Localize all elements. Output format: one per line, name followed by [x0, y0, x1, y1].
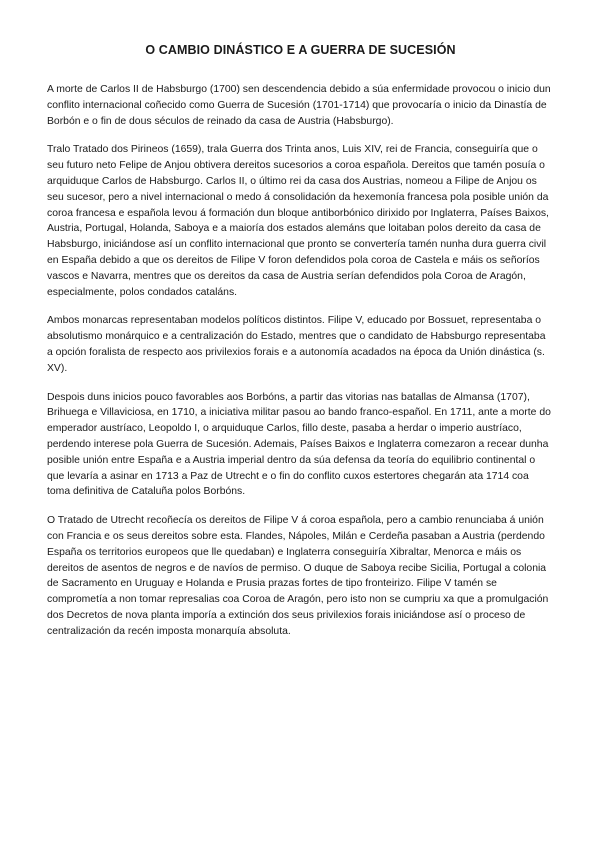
- paragraph-political-models: Ambos monarcas representaban modelos políticos distintos. Filipe V, educado por Bossuet, representaba o absolutismo monárquico e a centralización do Estado, mentres que o candidato de Habsburgo representaba a opción foralista de respecto aos privilexios forais e a autonomía acadados na época da Unión dinástica (s. XV).: [47, 315, 546, 374]
- paragraph-intro: A morte de Carlos II de Habsburgo (1700) sen descendencia debido a súa enfermidade provocou o inicio dun conflito internacional coñecido como Guerra de Sucesión (1701-1714) que provocaría o inicio da Dinastía de Borbón e o fin de dous séculos de reinado da casa de Austria (Habsburgo).: [47, 84, 551, 127]
- paragraph-war-course: Despois duns inicios pouco favorables aos Borbóns, a partir das vitorias nas batallas de Almansa (1707), Brihuega e Villaviciosa, en 1710, a iniciativa militar pasou ao bando franco-español. En 1711, ante a morte do emperador austríaco, Leopoldo I, o arquiduque Carlos, fillo deste, pasaba a herdar o imperio austríaco, perdendo interese pola Guerra de Sucesión. Ademais, Países Baixos e Inglaterra comezaron a recear dunha posible unión entre España e a Austria imperial dentro da súa defensa da teoría do equilibrio continental o que levaría a asinar en 1713 a Paz de Utrecht e o fin do conflito cuxos estertores chegarán ata 1714 coa toma definitiva de Cataluña polos Borbóns.: [47, 391, 551, 498]
- paragraph-utrecht-treaty: O Tratado de Utrecht recoñecía os dereitos de Filipe V á coroa española, pero a cambio renunciaba á unión con Francia e os seus dereitos sobre esta. Flandes, Nápoles, Milán e Cerdeña pasaban a Austria (perdendo España os territorios europeos que lle quedaban) e Inglaterra conseguiría Xibraltar, Menorca e máis os dereitos de asentos de negros e de navíos de permiso. O duque de Saboya recibe Sicilia, Portugal a colonia de Sacramento en Uruguay e Holanda e Prusia prazas fortes de tipo fronteirizo. Filipe V tamén se comprometía a non tomar represalias coa Coroa de Aragón, pero isto non se cumpriu xa que a promulgación dos Decretos de nova planta imporía a extinción dos seus privilexios forais iniciándose así o proceso de centralización da recén imposta monarquía absoluta.: [47, 515, 549, 637]
- paragraph-pyrenees-treaty: Tralo Tratado dos Pirineos (1659), trala Guerra dos Trinta anos, Luis XIV, rei de Francia, conseguiría que o seu futuro neto Felipe de Anjou obtivera dereitos sucesorios a coroa española. Dereitos que tamén posuía o arquiduque Carlos de Habsburgo. Carlos II, o último rei da casa dos Austrias, nomeou a Filipe de Anjou os seu sucesor, pero a nivel internacional o medo á consolidación da hexemonía francesa pola posible unión da coroa francesa e española levou á formación dun bloque antiborbónico dirixido por Inglaterra, Países Baixos, Austria, Portugal, Holanda, Saboya e a maioría dos estados alemáns que loitaban polos dereito da casa de Habsburgo, iniciándose así un conflito internacional que pronto se convertería tamén nunha dura guerra civil en España debido a que os dereitos de Filipe V foron defendidos pola coroa de Castela e máis os señoríos vascos e Navarra, mentres que os dereitos da casa de Austria serían defendidos pola Coroa de Aragón, especialmente, polos condados cataláns.: [47, 144, 549, 298]
- document-title: O CAMBIO DINÁSTICO E A GUERRA DE SUCESIÓN: [145, 43, 456, 57]
